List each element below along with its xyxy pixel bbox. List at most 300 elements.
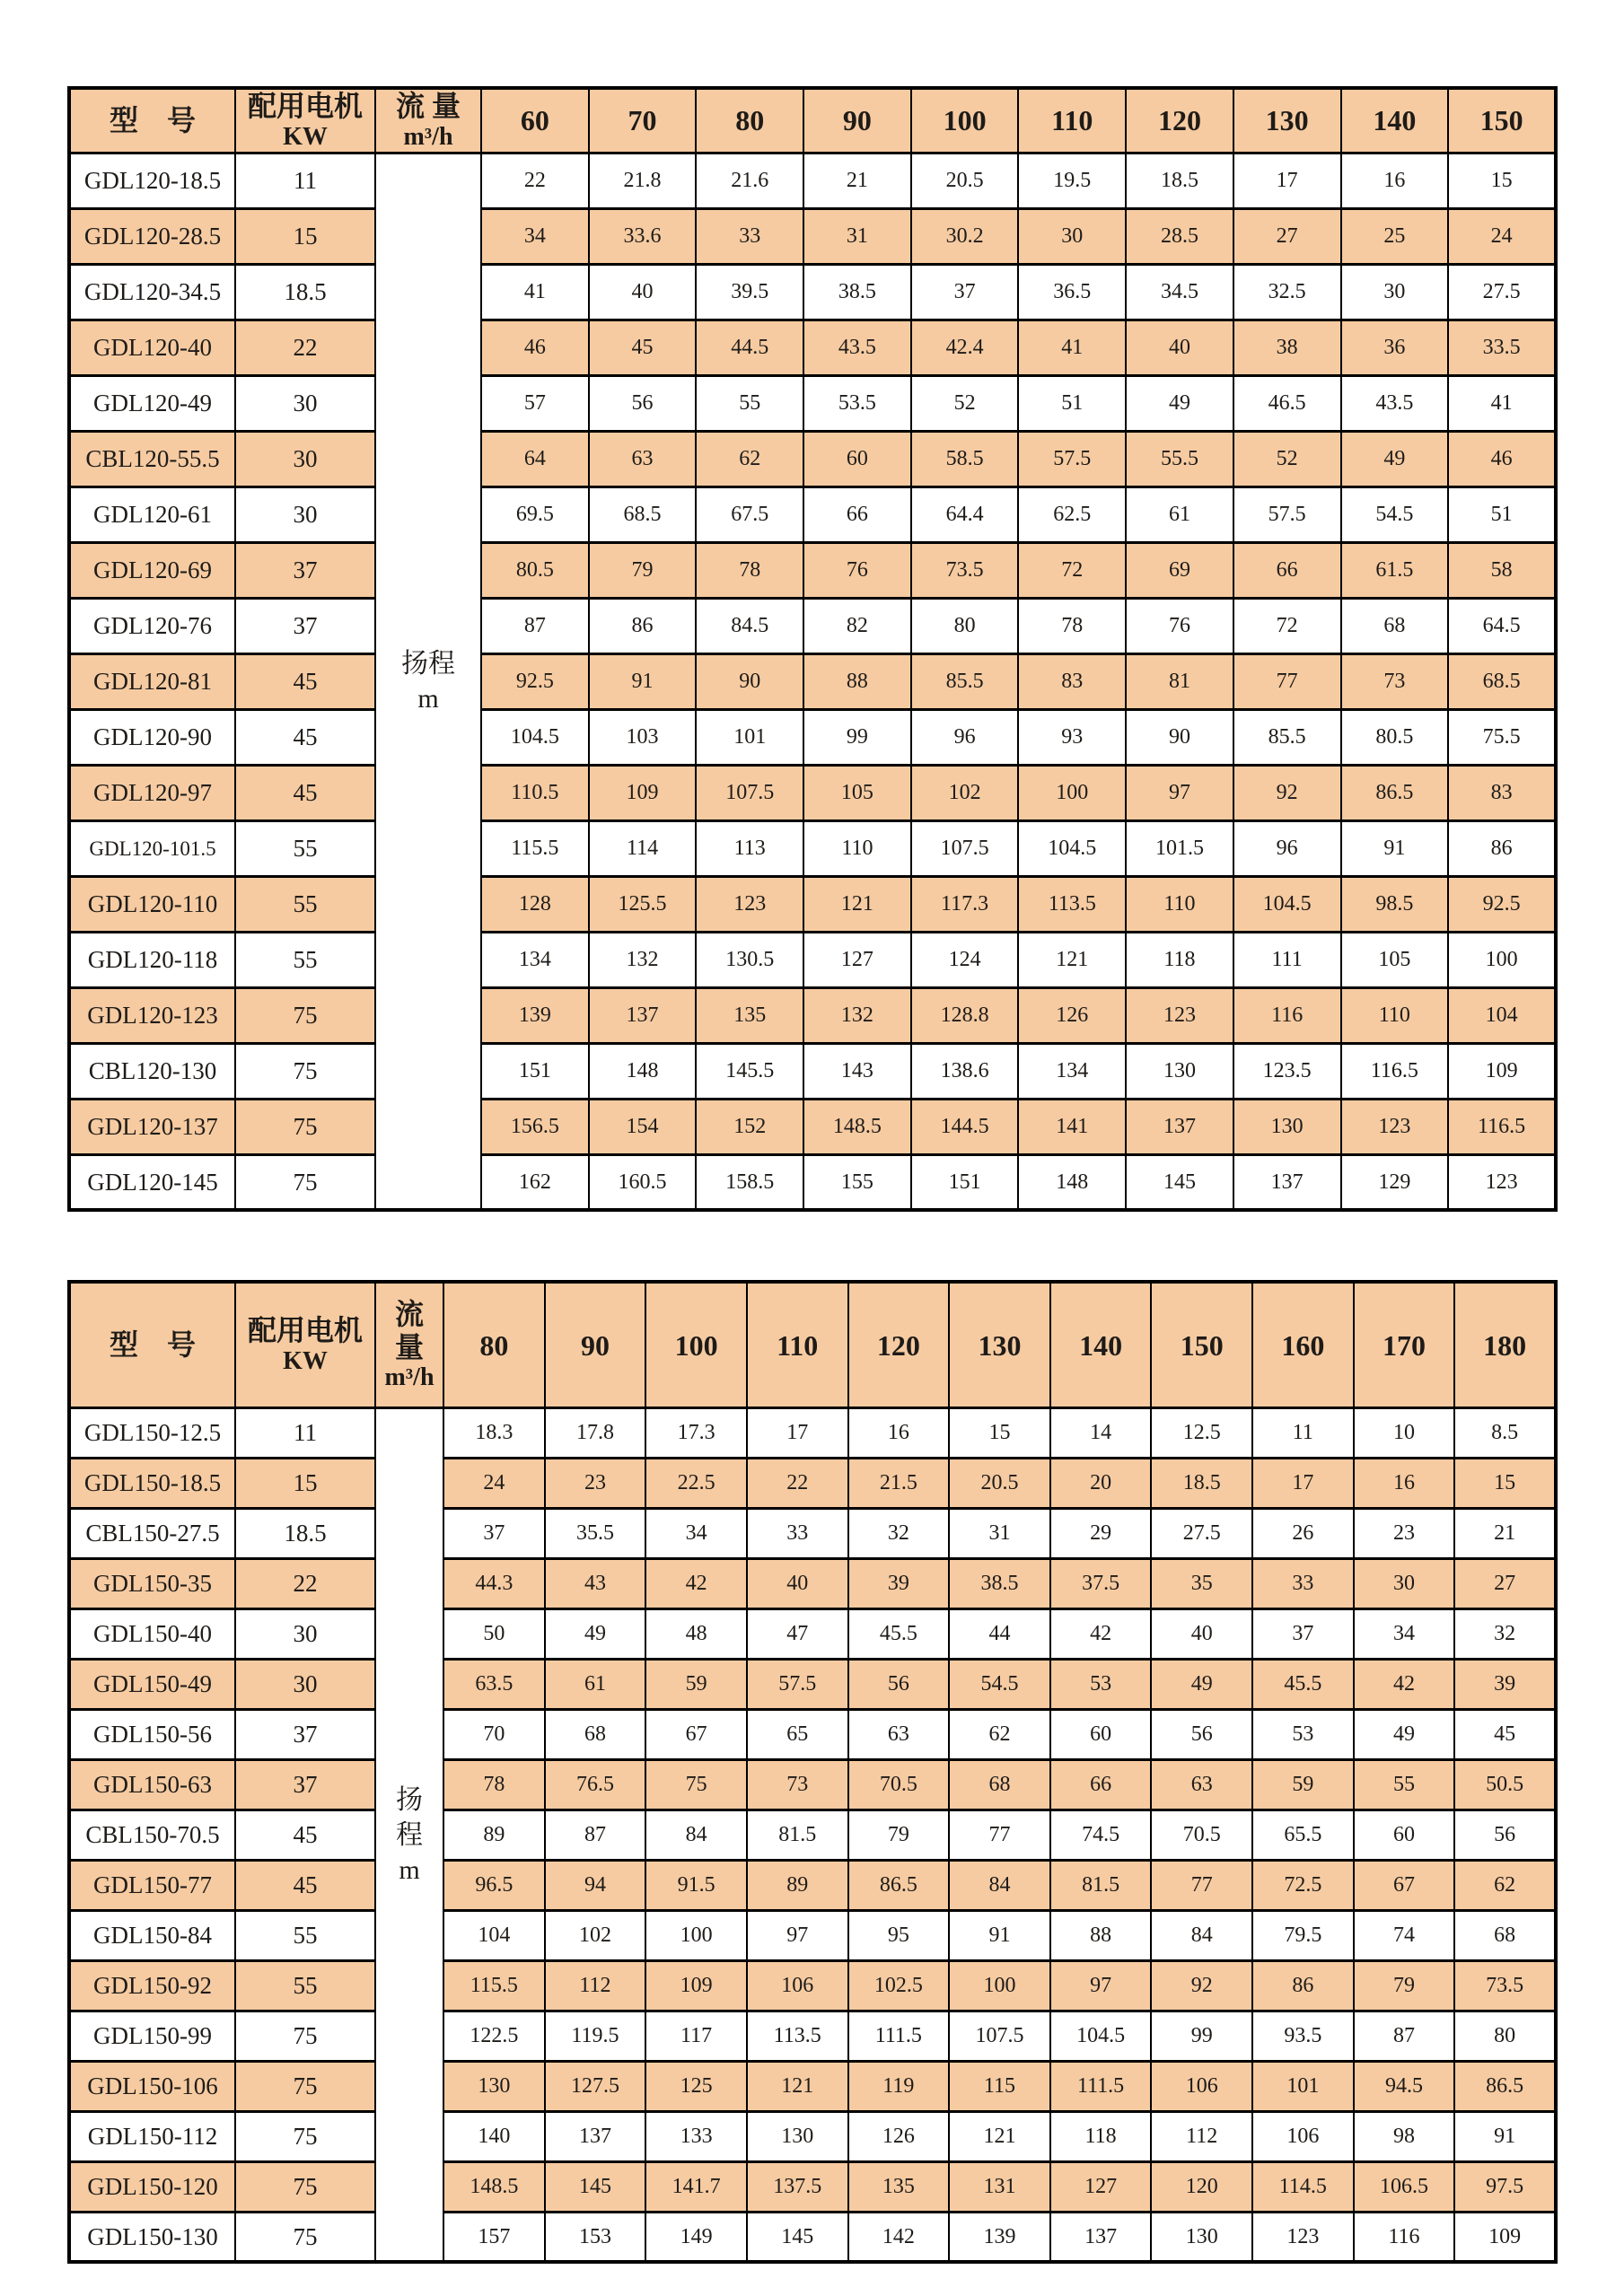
pump-table-row: [69, 2212, 1556, 2262]
motor-kw-cell: 75: [235, 1154, 375, 1210]
head-value-cell: 79: [848, 1810, 950, 1860]
head-value-cell: 96: [1233, 820, 1341, 876]
head-value-cell: 103: [589, 709, 697, 765]
head-value-cell: 115.5: [443, 1960, 545, 2011]
head-value-cell: 94.5: [1354, 2061, 1455, 2111]
head-value-cell: 106: [1252, 2111, 1354, 2161]
pump-table-row: [69, 709, 1556, 765]
head-value-cell: 110: [803, 820, 911, 876]
head-value-cell: 34: [645, 1508, 747, 1558]
model-cell: GDL150-112: [69, 2111, 235, 2161]
model-cell: GDL150-56: [69, 1709, 235, 1759]
head-value-cell: 121: [1018, 932, 1126, 987]
motor-kw-cell: 55: [235, 1910, 375, 1960]
head-value-cell: 91: [949, 1910, 1050, 1960]
head-value-cell: 30: [1354, 1558, 1455, 1608]
head-value-cell: 62: [696, 431, 803, 486]
head-value-cell: 16: [1341, 153, 1449, 208]
head-value-cell: 30: [1341, 264, 1449, 320]
head-value-cell: 99: [1151, 2011, 1252, 2061]
pump-table-row: [69, 1960, 1556, 2011]
flow-value-column-header: 150: [1448, 88, 1556, 153]
head-value-cell: 44.3: [443, 1558, 545, 1608]
head-value-cell: 137: [1126, 1099, 1233, 1154]
head-value-cell: 23: [545, 1458, 646, 1508]
head-value-cell: 130: [1233, 1099, 1341, 1154]
head-value-cell: 54.5: [949, 1659, 1050, 1709]
head-value-cell: 86.5: [1454, 2061, 1556, 2111]
head-value-cell: 138.6: [911, 1043, 1019, 1099]
head-value-cell: 130: [1126, 1043, 1233, 1099]
motor-kw-cell: 45: [235, 653, 375, 709]
head-value-cell: 106: [1151, 2061, 1252, 2111]
motor-kw-cell: 15: [235, 208, 375, 264]
head-value-cell: 49: [1151, 1659, 1252, 1709]
head-value-cell: 72: [1233, 598, 1341, 653]
head-value-cell: 73: [1341, 653, 1449, 709]
pump-table-row: [69, 765, 1556, 820]
head-value-cell: 46: [1448, 431, 1556, 486]
head-value-cell: 91.5: [645, 1860, 747, 1910]
head-value-cell: 104: [1448, 987, 1556, 1043]
model-cell: GDL150-106: [69, 2061, 235, 2111]
head-value-cell: 97: [1050, 1960, 1152, 2011]
head-value-cell: 109: [1454, 2212, 1556, 2262]
head-value-cell: 125.5: [589, 876, 697, 932]
motor-kw-cell: 18.5: [235, 264, 375, 320]
pump-table-row: [69, 1558, 1556, 1608]
pump-table-row: [69, 1759, 1556, 1810]
head-value-cell: 77: [1151, 1860, 1252, 1910]
head-value-cell: 130: [443, 2061, 545, 2111]
head-value-cell: 24: [1448, 208, 1556, 264]
head-value-cell: 141.7: [645, 2161, 747, 2212]
flow-rate-column-header: [375, 88, 481, 153]
head-value-cell: 140: [443, 2111, 545, 2161]
head-value-cell: 58.5: [911, 431, 1019, 486]
motor-kw-cell: 30: [235, 375, 375, 431]
head-value-cell: 73.5: [911, 542, 1019, 598]
head-value-cell: 39: [848, 1558, 950, 1608]
head-value-cell: 93: [1018, 709, 1126, 765]
motor-kw-cell: 45: [235, 765, 375, 820]
head-value-cell: 11: [1252, 1407, 1354, 1458]
head-value-cell: 19.5: [1018, 153, 1126, 208]
flow-rate-label-line: 流 量: [395, 90, 461, 122]
model-cell: GDL150-35: [69, 1558, 235, 1608]
head-value-cell: 57.5: [747, 1659, 848, 1709]
model-cell: GDL150-130: [69, 2212, 235, 2262]
head-value-cell: 31: [949, 1508, 1050, 1558]
pump-table-row: [69, 1043, 1556, 1099]
head-value-cell: 48: [645, 1608, 747, 1659]
head-value-cell: 52: [911, 375, 1019, 431]
head-value-cell: 16: [1354, 1458, 1455, 1508]
head-value-cell: 61: [545, 1659, 646, 1709]
head-value-cell: 49: [1341, 431, 1449, 486]
model-cell: CBL150-27.5: [69, 1508, 235, 1558]
head-value-cell: 91: [1454, 2111, 1556, 2161]
model-cell: GDL120-81: [69, 653, 235, 709]
head-value-cell: 40: [589, 264, 697, 320]
pump-table-row: [69, 2011, 1556, 2061]
head-value-cell: 137: [545, 2111, 646, 2161]
flow-value-column-header: 150: [1151, 1282, 1252, 1407]
head-value-cell: 137: [589, 987, 697, 1043]
head-value-cell: 10: [1354, 1407, 1455, 1458]
head-value-cell: 53.5: [803, 375, 911, 431]
head-value-cell: 118: [1050, 2111, 1152, 2161]
pump-table-row: [69, 542, 1556, 598]
head-value-cell: 91: [589, 653, 697, 709]
model-cell: GDL120-90: [69, 709, 235, 765]
head-value-cell: 74: [1354, 1910, 1455, 1960]
head-value-cell: 18.3: [443, 1407, 545, 1458]
head-value-cell: 43: [545, 1558, 646, 1608]
head-value-cell: 29: [1050, 1508, 1152, 1558]
head-value-cell: 53: [1252, 1709, 1354, 1759]
pump-table-row: [69, 1608, 1556, 1659]
head-value-cell: 34: [481, 208, 589, 264]
head-value-cell: 118: [1126, 932, 1233, 987]
motor-kw-cell: 37: [235, 542, 375, 598]
head-value-cell: 27.5: [1151, 1508, 1252, 1558]
head-value-cell: 33.5: [1448, 320, 1556, 375]
motor-kw-unit: KW: [283, 1347, 328, 1376]
head-value-cell: 32.5: [1233, 264, 1341, 320]
head-value-cell: 113: [696, 820, 803, 876]
model-cell: GDL120-61: [69, 486, 235, 542]
head-value-cell: 73.5: [1454, 1960, 1556, 2011]
head-value-cell: 63: [848, 1709, 950, 1759]
head-value-cell: 83: [1448, 765, 1556, 820]
head-value-cell: 132: [589, 932, 697, 987]
head-value-cell: 43.5: [803, 320, 911, 375]
head-value-cell: 145: [1126, 1154, 1233, 1210]
head-value-cell: 21: [1454, 1508, 1556, 1558]
head-value-cell: 35: [1151, 1558, 1252, 1608]
head-value-cell: 60: [1050, 1709, 1152, 1759]
motor-kw-cell: 30: [235, 1659, 375, 1709]
model-cell: GDL150-40: [69, 1608, 235, 1659]
head-value-cell: 104.5: [1018, 820, 1126, 876]
head-value-cell: 55.5: [1126, 431, 1233, 486]
head-value-cell: 66: [1233, 542, 1341, 598]
head-value-cell: 93.5: [1252, 2011, 1354, 2061]
head-value-cell: 49: [1354, 1709, 1455, 1759]
head-value-cell: 128.8: [911, 987, 1019, 1043]
head-value-cell: 145.5: [696, 1043, 803, 1099]
head-value-cell: 49: [1126, 375, 1233, 431]
model-cell: GDL120-97: [69, 765, 235, 820]
head-value-cell: 112: [1151, 2111, 1252, 2161]
head-value-cell: 23: [1354, 1508, 1455, 1558]
model-cell: GDL120-76: [69, 598, 235, 653]
head-value-cell: 33: [696, 208, 803, 264]
head-value-cell: 21.5: [848, 1458, 950, 1508]
model-cell: GDL150-49: [69, 1659, 235, 1709]
pump-table-row: [69, 153, 1556, 208]
motor-kw-cell: 75: [235, 2011, 375, 2061]
motor-kw-cell: 22: [235, 1558, 375, 1608]
head-m-label-line: 程: [396, 1819, 423, 1850]
pump-table-row: [69, 486, 1556, 542]
head-value-cell: 59: [645, 1659, 747, 1709]
head-value-cell: 109: [1448, 1043, 1556, 1099]
pump-table-row: [69, 1860, 1556, 1910]
head-value-cell: 127: [803, 932, 911, 987]
head-value-cell: 55: [1354, 1759, 1455, 1810]
head-value-cell: 46: [481, 320, 589, 375]
flow-value-column-header: 70: [589, 88, 697, 153]
flow-rate-label-line: 量: [394, 1330, 424, 1363]
flow-value-column-header: 80: [696, 88, 803, 153]
head-value-cell: 27: [1233, 208, 1341, 264]
head-value-cell: 78: [696, 542, 803, 598]
flow-value-column-header: 110: [1018, 88, 1126, 153]
head-value-cell: 135: [696, 987, 803, 1043]
head-value-cell: 62.5: [1018, 486, 1126, 542]
head-value-cell: 121: [949, 2111, 1050, 2161]
flow-value-column-header: 180: [1454, 1282, 1556, 1407]
head-value-cell: 107.5: [949, 2011, 1050, 2061]
head-value-cell: 40: [1151, 1608, 1252, 1659]
head-value-cell: 97: [747, 1910, 848, 1960]
head-value-cell: 98.5: [1341, 876, 1449, 932]
head-value-cell: 69: [1126, 542, 1233, 598]
head-value-cell: 63.5: [443, 1659, 545, 1709]
model-column-header: [69, 88, 235, 153]
head-value-cell: 22.5: [645, 1458, 747, 1508]
head-value-cell: 65: [747, 1709, 848, 1759]
head-value-cell: 100: [1018, 765, 1126, 820]
motor-kw-cell: 45: [235, 1810, 375, 1860]
head-value-cell: 86: [589, 598, 697, 653]
head-value-cell: 87: [1354, 2011, 1455, 2061]
head-value-cell: 102: [911, 765, 1019, 820]
head-value-cell: 113.5: [1018, 876, 1126, 932]
head-value-cell: 86: [1448, 820, 1556, 876]
head-value-cell: 69.5: [481, 486, 589, 542]
head-value-cell: 124: [911, 932, 1019, 987]
flow-value-column-header: 100: [645, 1282, 747, 1407]
motor-kw-column-header: [235, 88, 375, 153]
head-value-cell: 21: [803, 153, 911, 208]
head-value-cell: 92: [1151, 1960, 1252, 2011]
head-value-cell: 45.5: [848, 1608, 950, 1659]
motor-kw-cell: 11: [235, 153, 375, 208]
head-value-cell: 86.5: [1341, 765, 1449, 820]
head-value-cell: 78: [443, 1759, 545, 1810]
model-cell: GDL120-34.5: [69, 264, 235, 320]
head-value-cell: 68: [1454, 1910, 1556, 1960]
head-value-cell: 59: [1252, 1759, 1354, 1810]
head-m-label-cell: [375, 1407, 443, 2262]
head-value-cell: 90: [1126, 709, 1233, 765]
head-value-cell: 51: [1018, 375, 1126, 431]
head-value-cell: 92: [1233, 765, 1341, 820]
head-value-cell: 101: [696, 709, 803, 765]
motor-kw-cell: 22: [235, 320, 375, 375]
head-value-cell: 100: [645, 1910, 747, 1960]
head-value-cell: 36.5: [1018, 264, 1126, 320]
head-value-cell: 123: [1448, 1154, 1556, 1210]
model-cell: GDL120-118: [69, 932, 235, 987]
head-value-cell: 27: [1454, 1558, 1556, 1608]
head-value-cell: 56: [589, 375, 697, 431]
head-value-cell: 110.5: [481, 765, 589, 820]
head-value-cell: 12.5: [1151, 1407, 1252, 1458]
head-value-cell: 139: [481, 987, 589, 1043]
head-value-cell: 104: [443, 1910, 545, 1960]
model-cell: CBL150-70.5: [69, 1810, 235, 1860]
head-value-cell: 110: [1126, 876, 1233, 932]
head-value-cell: 66: [1050, 1759, 1152, 1810]
pump-table-row: [69, 2061, 1556, 2111]
head-value-cell: 38: [1233, 320, 1341, 375]
head-value-cell: 76.5: [545, 1759, 646, 1810]
head-value-cell: 67.5: [696, 486, 803, 542]
head-value-cell: 77: [949, 1810, 1050, 1860]
head-value-cell: 139: [949, 2212, 1050, 2262]
head-value-cell: 110: [1341, 987, 1449, 1043]
head-value-cell: 79: [589, 542, 697, 598]
head-m-label-line: 扬程: [401, 649, 455, 679]
model-cell: GDL150-92: [69, 1960, 235, 2011]
flow-rate-label-line: m³/h: [384, 1363, 435, 1392]
pump-table-row: [69, 320, 1556, 375]
head-value-cell: 76: [803, 542, 911, 598]
head-value-cell: 141: [1018, 1099, 1126, 1154]
head-value-cell: 127.5: [545, 2061, 646, 2111]
head-value-cell: 97.5: [1454, 2161, 1556, 2212]
head-value-cell: 34.5: [1126, 264, 1233, 320]
pump-table-row: [69, 264, 1556, 320]
head-value-cell: 123.5: [1233, 1043, 1341, 1099]
head-m-label-line: m: [399, 1854, 420, 1885]
head-value-cell: 151: [911, 1154, 1019, 1210]
head-value-cell: 39.5: [696, 264, 803, 320]
head-value-cell: 70: [443, 1709, 545, 1759]
pump-table-row: [69, 1659, 1556, 1709]
head-value-cell: 75: [645, 1759, 747, 1810]
head-value-cell: 102.5: [848, 1960, 950, 2011]
head-value-cell: 128: [481, 876, 589, 932]
motor-kw-unit: KW: [283, 122, 328, 151]
head-m-label-line: m: [417, 684, 439, 714]
pump-table-row: [69, 431, 1556, 486]
head-value-cell: 87: [481, 598, 589, 653]
head-value-cell: 20.5: [949, 1458, 1050, 1508]
motor-kw-cell: 15: [235, 1458, 375, 1508]
head-value-cell: 17: [1233, 153, 1341, 208]
head-value-cell: 60: [803, 431, 911, 486]
head-value-cell: 18.5: [1126, 153, 1233, 208]
head-value-cell: 44.5: [696, 320, 803, 375]
head-value-cell: 42: [645, 1558, 747, 1608]
pump-table-row: [69, 208, 1556, 264]
head-value-cell: 42: [1050, 1608, 1152, 1659]
head-value-cell: 79.5: [1252, 1910, 1354, 1960]
head-value-cell: 148.5: [443, 2161, 545, 2212]
pump-table-row: [69, 1154, 1556, 1210]
motor-kw-label: 配用电机: [247, 1314, 363, 1347]
head-value-cell: 66: [803, 486, 911, 542]
head-value-cell: 134: [481, 932, 589, 987]
model-cell: GDL120-40: [69, 320, 235, 375]
head-value-cell: 145: [545, 2161, 646, 2212]
head-value-cell: 55: [696, 375, 803, 431]
pump-table-row: [69, 1099, 1556, 1154]
flow-value-column-header: 100: [911, 88, 1019, 153]
head-value-cell: 76: [1126, 598, 1233, 653]
head-value-cell: 14: [1050, 1407, 1152, 1458]
head-value-cell: 15: [1448, 153, 1556, 208]
head-value-cell: 126: [1018, 987, 1126, 1043]
head-value-cell: 133: [645, 2111, 747, 2161]
head-value-cell: 119: [848, 2061, 950, 2111]
head-value-cell: 68.5: [589, 486, 697, 542]
head-value-cell: 61.5: [1341, 542, 1449, 598]
head-value-cell: 120: [1151, 2161, 1252, 2212]
head-value-cell: 123: [696, 876, 803, 932]
head-value-cell: 92.5: [1448, 876, 1556, 932]
head-value-cell: 21.8: [589, 153, 697, 208]
head-value-cell: 123: [1126, 987, 1233, 1043]
model-cell: GDL120-137: [69, 1099, 235, 1154]
head-value-cell: 111.5: [1050, 2061, 1152, 2111]
head-value-cell: 64.5: [1448, 598, 1556, 653]
head-value-cell: 132: [803, 987, 911, 1043]
pump-table-row: [69, 1508, 1556, 1558]
head-value-cell: 53: [1050, 1659, 1152, 1709]
pump-table-row: [69, 876, 1556, 932]
head-value-cell: 25: [1341, 208, 1449, 264]
head-value-cell: 56: [1151, 1709, 1252, 1759]
head-value-cell: 95: [848, 1910, 950, 1960]
head-value-cell: 80.5: [481, 542, 589, 598]
head-value-cell: 67: [1354, 1860, 1455, 1910]
head-value-cell: 153: [545, 2212, 646, 2262]
head-value-cell: 123: [1252, 2212, 1354, 2262]
flow-value-column-header: 110: [747, 1282, 848, 1407]
head-value-cell: 94: [545, 1860, 646, 1910]
head-value-cell: 96: [911, 709, 1019, 765]
pump-spec-table-1: [67, 1280, 1558, 2264]
model-cell: CBL120-55.5: [69, 431, 235, 486]
pump-table-row: [69, 1810, 1556, 1860]
model-cell: CBL120-130: [69, 1043, 235, 1099]
head-value-cell: 21.6: [696, 153, 803, 208]
head-value-cell: 129: [1341, 1154, 1449, 1210]
head-value-cell: 114.5: [1252, 2161, 1354, 2212]
head-value-cell: 100: [1448, 932, 1556, 987]
head-value-cell: 38.5: [803, 264, 911, 320]
head-value-cell: 115.5: [481, 820, 589, 876]
flow-value-column-header: 80: [443, 1282, 545, 1407]
head-value-cell: 68: [1341, 598, 1449, 653]
head-value-cell: 123: [1341, 1099, 1449, 1154]
head-value-cell: 46.5: [1233, 375, 1341, 431]
head-value-cell: 35.5: [545, 1508, 646, 1558]
head-value-cell: 154: [589, 1099, 697, 1154]
head-value-cell: 85.5: [911, 653, 1019, 709]
head-value-cell: 27.5: [1448, 264, 1556, 320]
head-value-cell: 57.5: [1233, 486, 1341, 542]
motor-kw-cell: 18.5: [235, 1508, 375, 1558]
head-value-cell: 17: [747, 1407, 848, 1458]
head-value-cell: 42: [1354, 1659, 1455, 1709]
